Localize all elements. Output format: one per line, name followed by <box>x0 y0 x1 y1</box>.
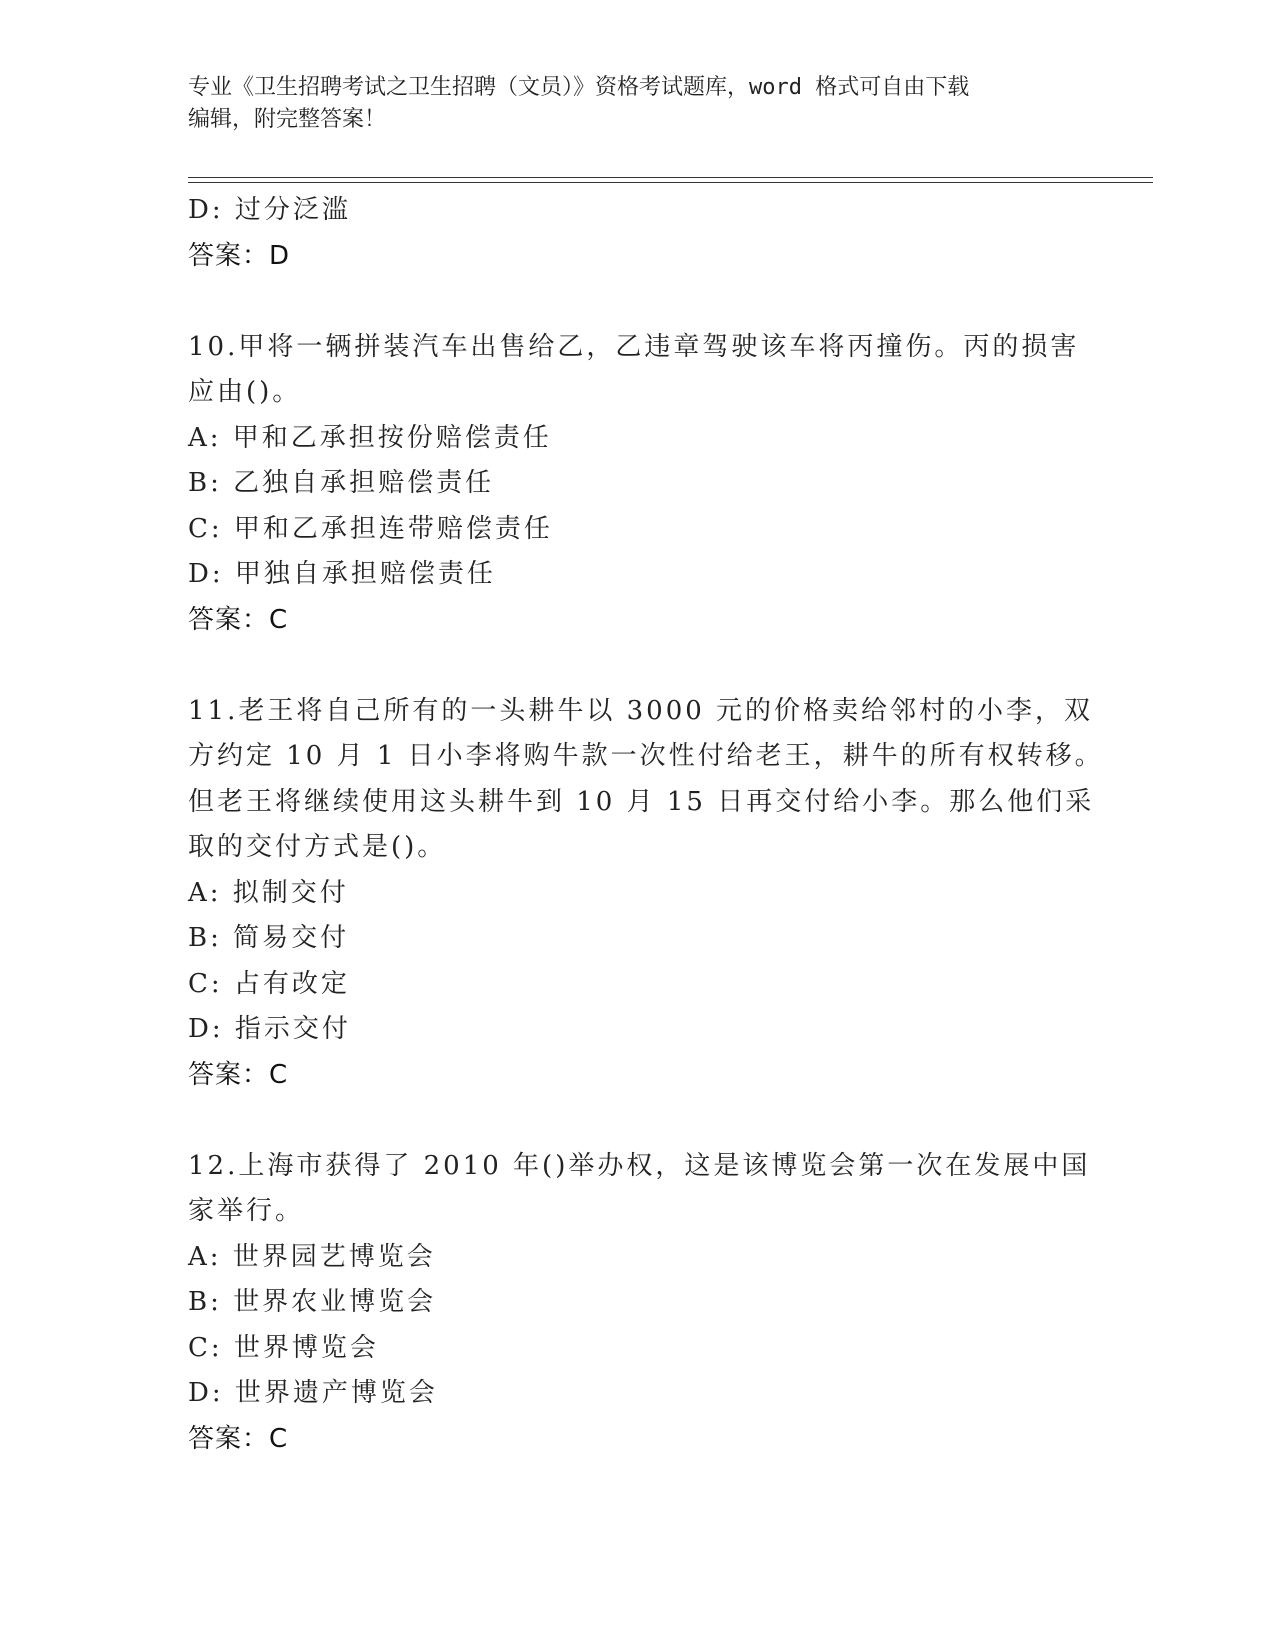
question-11 <box>188 689 1104 1099</box>
spacer <box>188 643 1088 689</box>
page-header <box>188 72 1068 136</box>
header-rule-bottom <box>188 182 1153 183</box>
option-b: B: 世界农业博览会 <box>188 1287 437 1317</box>
stem-line: 11.老王将自己所有的一头耕牛以 3000 元的价格卖给邻村的小李，双 <box>188 695 1094 726</box>
option-a: A: 世界园艺博览会 <box>188 1241 436 1272</box>
header-line-2: 编辑，附完整答案！ <box>188 107 387 132</box>
question-stem <box>188 689 1104 871</box>
spacer <box>188 1098 1088 1144</box>
option-c: C: 甲和乙承担连带赔偿责任 <box>188 513 553 544</box>
question-10 <box>188 325 1088 644</box>
answer: 答案：D <box>188 240 291 271</box>
stem-line: 但老王将继续使用这头耕牛到 10 月 15 日再交付给小李。那么他们采 <box>188 786 1095 817</box>
answer: 答案：C <box>188 604 289 635</box>
option-b: B: 简易交付 <box>188 923 350 953</box>
stem-line: 家举行。 <box>188 1196 305 1226</box>
stem-line: 10.甲将一辆拼装汽车出售给乙，乙违章驾驶该车将丙撞伤。丙的损害 <box>188 331 1080 362</box>
header-rule-top <box>188 177 1153 178</box>
header-line-1: 专业《卫生招聘考试之卫生招聘（文员）》资格考试题库，word 格式可自由下载 <box>188 75 970 100</box>
stem-line: 12.上海市获得了 2010 年()举办权，这是该博览会第一次在发展中国 <box>188 1150 1091 1181</box>
stem-line: 取的交付方式是()。 <box>188 832 447 862</box>
stem-line: 应由()。 <box>188 377 302 407</box>
spacer <box>188 279 1088 325</box>
question-stem <box>188 1144 1091 1235</box>
stem-line: 方约定 10 月 1 日小李将购牛款一次性付给老王，耕牛的所有权转移。 <box>188 741 1104 771</box>
option-d: D: 甲独自承担赔偿责任 <box>188 559 496 589</box>
option-d: D: 指示交付 <box>188 1014 351 1044</box>
option-d: D: 过分泛滥 <box>188 195 351 225</box>
question-content <box>188 188 1104 1462</box>
answer: 答案：C <box>188 1423 289 1454</box>
question-9 <box>188 188 1088 279</box>
answer: 答案：C <box>188 1059 289 1090</box>
question-stem <box>188 325 1088 416</box>
option-c: C: 世界博览会 <box>188 1332 379 1363</box>
option-d: D: 世界遗产博览会 <box>188 1378 438 1408</box>
option-c: C: 占有改定 <box>188 968 350 999</box>
option-b: B: 乙独自承担赔偿责任 <box>188 468 495 498</box>
option-a: A: 甲和乙承担按份赔偿责任 <box>188 422 552 453</box>
option-a: A: 拟制交付 <box>188 877 349 908</box>
question-12 <box>188 1144 1091 1463</box>
